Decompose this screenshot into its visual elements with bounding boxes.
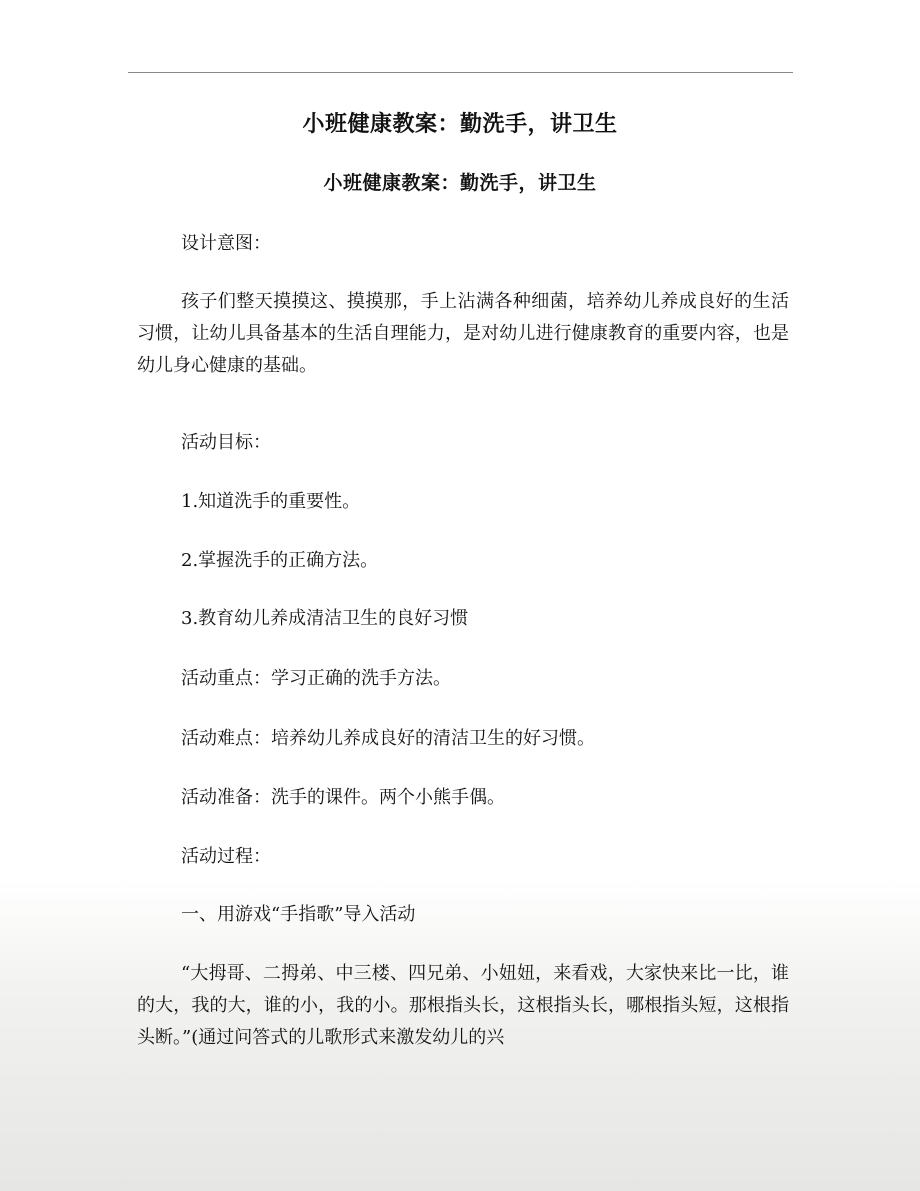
document-subtitle: 小班健康教案：勤洗手，讲卫生 (323, 172, 597, 194)
paragraph-difficulty: 活动难点：培养幼儿养成良好的清洁卫生的好习惯。 (181, 728, 595, 749)
paragraph-finger-song: “大拇哥、二拇弟、中三楼、四兄弟、小妞妞，来看戏，大家快来比一比，谁的大，我的大，谁的小，我的小。那根指头长，这根指头长，哪根指头短，这根指头断。”(通过问答式的儿歌形式来激发幼儿的兴 (137, 963, 789, 1048)
paragraph-key-point: 活动重点：学习正确的洗手方法。 (181, 668, 451, 689)
paragraph-goal-1: 1.知道洗手的重要性。 (181, 491, 361, 512)
paragraph-design-intent: 孩子们整天摸摸这、摸摸那，手上沾满各种细菌，培养幼儿养成良好的生活习惯，让幼儿具备基本的生活自理能力，是对幼儿进行健康教育的重要内容，也是幼儿身心健康的基础。 (137, 291, 789, 376)
paragraph-goal-2: 2.掌握洗手的正确方法。 (181, 550, 379, 571)
document-title: 小班健康教案：勤洗手，讲卫生 (302, 111, 618, 137)
paragraph-preparation: 活动准备：洗手的课件。两个小熊手偶。 (181, 787, 505, 808)
paragraph-design-intent-heading: 设计意图： (181, 233, 271, 254)
header-rule (128, 72, 793, 73)
paragraph-goal-3: 3.教育幼儿养成清洁卫生的良好习惯 (181, 608, 469, 629)
paragraph-step-1: 一、用游戏“手指歌”导入活动 (181, 904, 416, 925)
paragraph-process-heading: 活动过程： (181, 846, 271, 867)
paragraph-goals-heading: 活动目标： (181, 432, 271, 453)
